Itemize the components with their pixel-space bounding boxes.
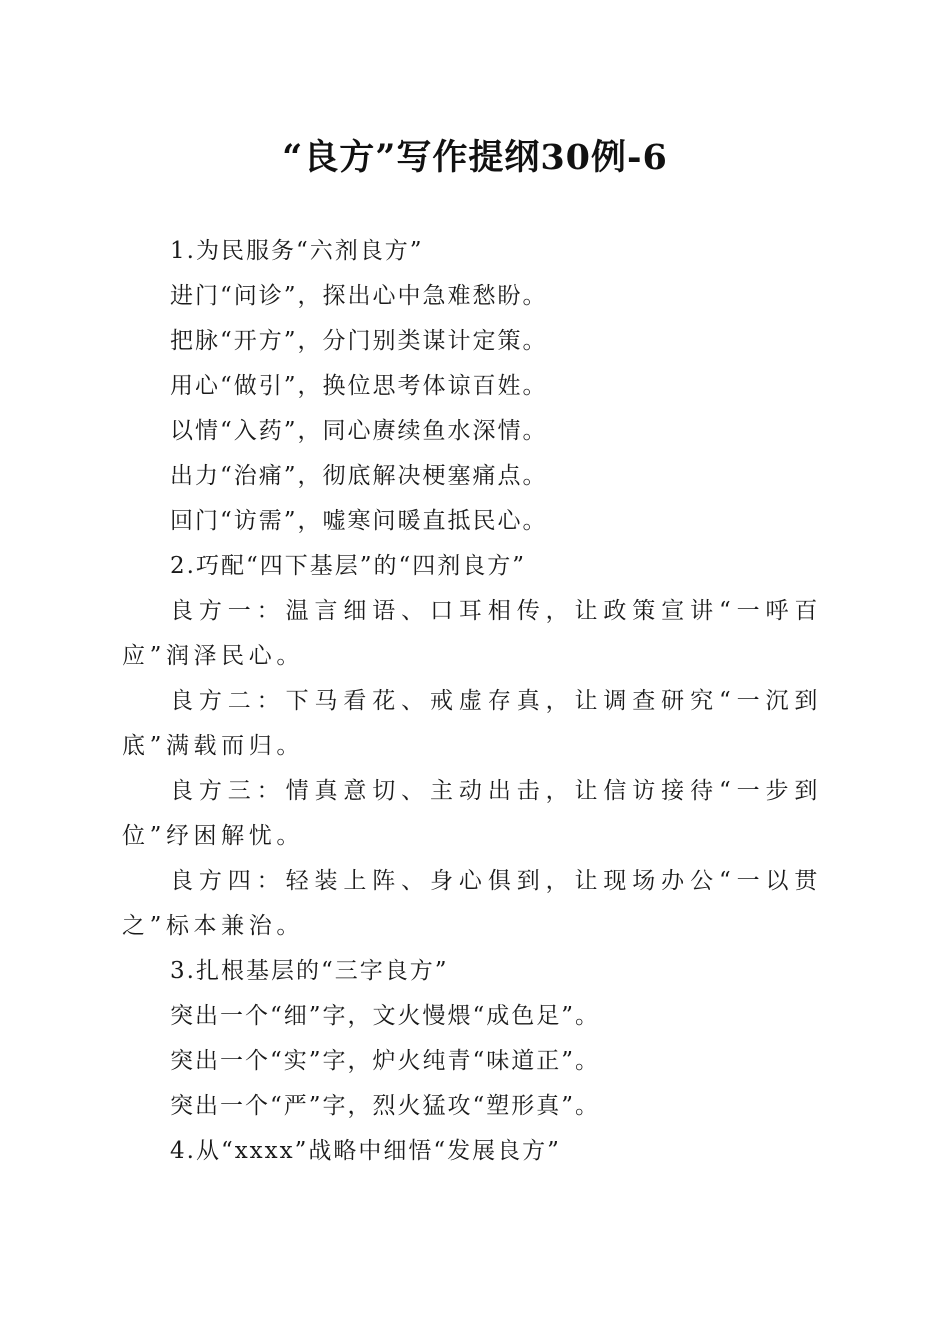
document-body <box>122 229 822 1174</box>
list-item: 回门“访需”，嘘寒问暖直抵民心。 <box>170 508 548 534</box>
section-heading: 1.为民服务“六剂良方” <box>170 238 424 264</box>
list-item: 出力“治痛”，彻底解决梗塞痛点。 <box>170 463 548 489</box>
list-item: 良方一：温言细语、口耳相传，让政策宣讲“一呼百应”润泽民心。 <box>122 598 822 669</box>
list-item: 突出一个“细”字，文火慢煨“成色足”。 <box>170 1003 601 1029</box>
list-item: 用心“做引”，换位思考体谅百姓。 <box>170 373 548 399</box>
page-title: “良方”写作提纲30例-6 <box>282 137 668 178</box>
list-item: 良方四：轻装上阵、身心俱到，让现场办公“一以贯之”标本兼治。 <box>122 868 822 939</box>
list-item: 良方二：下马看花、戒虚存真，让调查研究“一沉到底”满载而归。 <box>122 688 822 759</box>
section-heading: 3.扎根基层的“三字良方” <box>170 958 449 984</box>
list-item: 突出一个“严”字，烈火猛攻“塑形真”。 <box>170 1093 601 1119</box>
section-heading: 2.巧配“四下基层”的“四剂良方” <box>170 553 526 579</box>
list-item: 进门“问诊”，探出心中急难愁盼。 <box>170 283 548 309</box>
list-item: 突出一个“实”字，炉火纯青“味道正”。 <box>170 1048 601 1074</box>
section-heading: 4.从“xxxx”战略中细悟“发展良方” <box>170 1138 561 1164</box>
list-item: 良方三：情真意切、主动出击，让信访接待“一步到位”纾困解忧。 <box>122 778 822 849</box>
list-item: 把脉“开方”，分门别类谋计定策。 <box>170 328 548 354</box>
list-item: 以情“入药”，同心赓续鱼水深情。 <box>170 418 548 444</box>
